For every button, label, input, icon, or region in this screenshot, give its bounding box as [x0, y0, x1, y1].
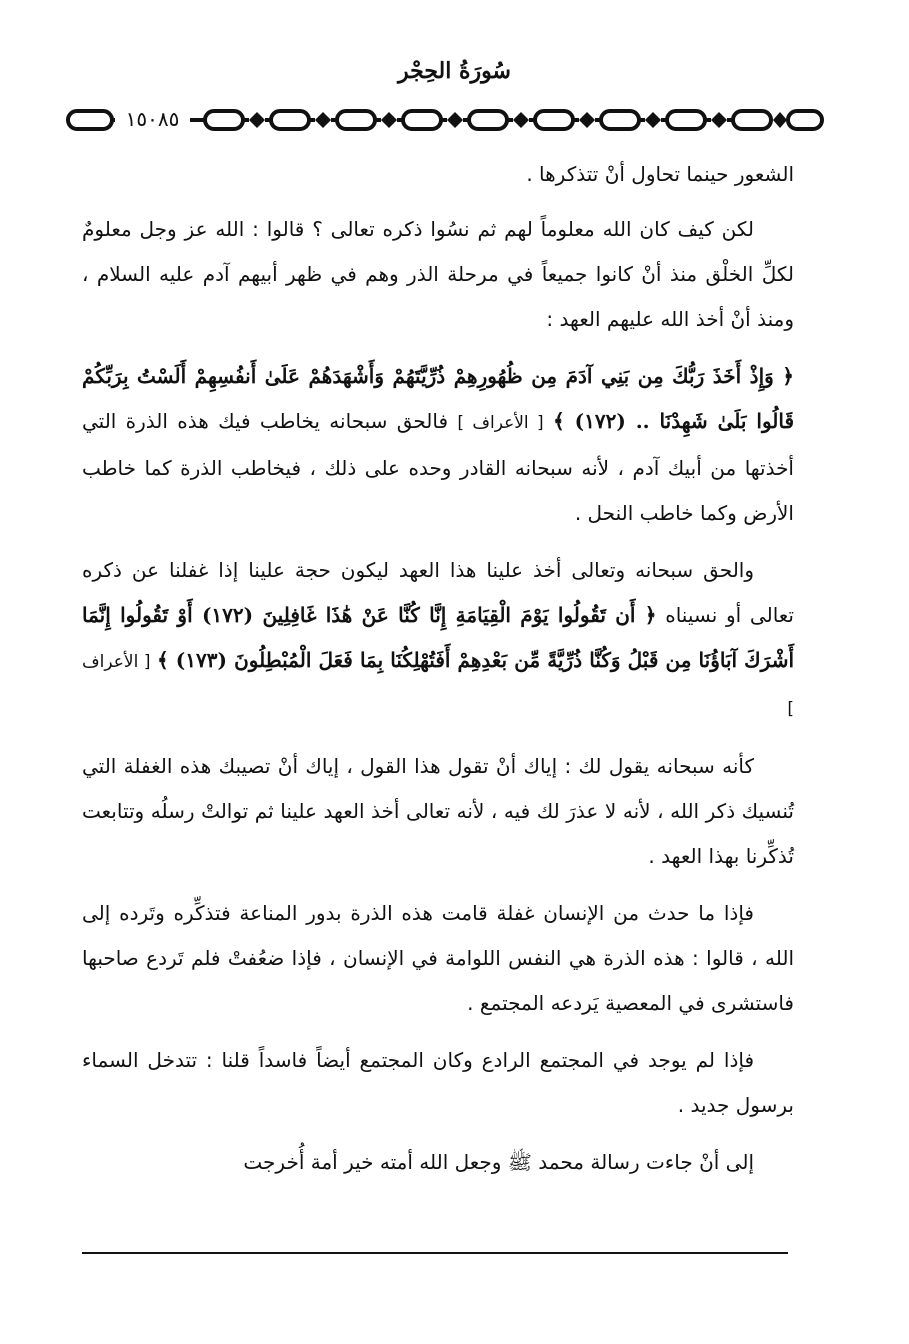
surah-reference: [ الأعراف ] — [457, 413, 544, 433]
surah-reference: [ الأعراف ] — [82, 652, 794, 719]
page-body — [82, 152, 794, 1197]
quran-verse: ﴿ وَإِذْ أَخَذَ رَبُّكَ مِن بَنِي آدَمَ مِن ظُهُورِهِمْ ذُرِّيَّتَهُمْ وَأَشْهَدَهُمْ عَلَىٰ أَنفُسِهِمْ أَلَسْتُ بِرَبِّكُمْ قَالُوا بَلَىٰ شَهِدْنَا .. (١٧٢) ﴾ — [82, 364, 795, 433]
paragraph-with-verse — [82, 548, 794, 732]
quran-verse: ﴿ أَن تَقُولُوا يَوْمَ الْقِيَامَةِ إِنَّا كُنَّا عَنْ هَٰذَا غَافِلِينَ (١٧٢) أَوْ تَقُولُوا إِنَّمَا أَشْرَكَ آبَاؤُنَا مِن قَبْلُ وَكُنَّا ذُرِّيَّةً مِّن بَعْدِهِمْ أَفَتُهْلِكُنَا بِمَا فَعَلَ الْمُبْطِلُونَ (١٧٣) ﴾ — [82, 603, 795, 672]
paragraph-text: فإذا لم يوجد في المجتمع الرادع وكان المجتمع أيضاً فاسداً قلنا : تتدخل السماء برسول جديد . — [82, 1048, 794, 1117]
paragraph-text: فالحق سبحانه يخاطب فيك هذه الذرة التي أخذتها من أبيك آدم ، لأنه سبحانه القادر وحده على ذلك ، فيخاطب الذرة كما خاطب الأرض وكما خاطب النحل . — [82, 409, 794, 525]
paragraph — [82, 1038, 794, 1128]
page-number: ١٥٠٨٥ — [115, 104, 190, 134]
paragraph — [82, 1140, 794, 1185]
paragraph — [82, 744, 794, 879]
paragraph-text: الشعور حينما تحاول أنْ تتذكرها . — [526, 162, 794, 186]
paragraph-text: فإذا ما حدث من الإنسان غفلة قامت هذه الذرة بدور المناعة فتذكِّره وتَرده إلى الله ، قالوا : هذه الذرة هي النفس اللوامة في الإنسان ، فإذا ضعُفتْ فلم تَردع صاحبها فاستشرى في المعصية يَردعه المجتمع . — [82, 901, 794, 1015]
paragraph — [82, 152, 794, 197]
footer-divider — [82, 1252, 788, 1254]
paragraph-text: إلى أنْ جاءت رسالة محمد ﷺ وجعل الله أمته خير أمة أُخرجت — [243, 1150, 754, 1174]
paragraph-text: كأنه سبحانه يقول لك : إياك أنْ تقول هذا القول ، إياك أنْ تصيبك هذه الغفلة التي تُنسيك ذكر الله ، لأنه لا عذرَ لك فيه ، لأنه تعالى أخذ العهد علينا ثم توالتْ رسلُه وتتابعت تُذكِّرنا بهذا العهد . — [82, 754, 794, 868]
paragraph — [82, 207, 794, 342]
paragraph-text: والحق سبحانه وتعالى أخذ علينا هذا العهد ليكون حجة علينا إذا غفلنا عن ذكره تعالى أو نسيناه — [82, 558, 794, 627]
paragraph-text: لكن كيف كان الله معلوماً لهم ثم نسُوا ذكره تعالى ؟ قالوا : الله عز وجل معلومٌ لكلِّ الخلْق منذ أنْ كانوا جميعاً في مرحلة الذر وهم في ظهر أبيهم آدم عليه السلام ، ومنذ أنْ أخذ الله عليهم العهد : — [82, 217, 794, 331]
paragraph-with-verse — [82, 354, 794, 536]
paragraph — [82, 891, 794, 1026]
surah-title: سُورَةُ الحِجْر — [398, 58, 511, 84]
